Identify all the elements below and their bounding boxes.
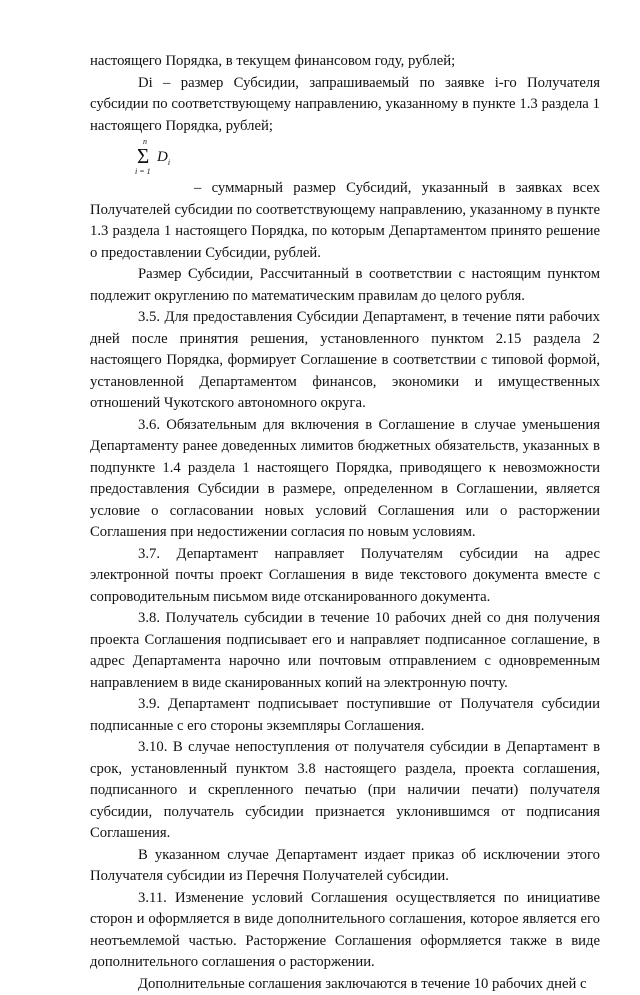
- sum-upper-limit: n: [143, 137, 147, 147]
- document-body: [90, 51, 600, 995]
- paragraph-3-11: 3.11. Изменение условий Соглашения осуществляется по инициативе сторон и оформляется в виде дополнительного соглашения, которое является его неотъемлемой частью. Расторжение Соглашения оформляется также в виде дополнительного соглашения о расторжении.: [90, 888, 600, 974]
- paragraph-exclusion: В указанном случае Департамент издает приказ об исключении этого Получателя субсидии из Перечня Получателей субсидии.: [90, 845, 600, 888]
- sum-variable-letter: D: [157, 149, 168, 165]
- paragraph-3-9: 3.9. Департамент подписывает поступившие от Получателя субсидии подписанные с его стороны экземпляры Соглашения.: [90, 694, 600, 737]
- paragraph-3-8: 3.8. Получатель субсидии в течение 10 рабочих дней со дня получения проекта Соглашения подписывает его и направляет подписанное соглашение, в адрес Департамента нарочно или почтовым отправлением с одновременным направлением в виде сканированных копий на электронную почту.: [90, 608, 600, 694]
- paragraph-3-10: 3.10. В случае непоступления от получателя субсидии в Департамент в срок, установленный пунктом 3.8 настоящего раздела, проекта соглашения, подписанного и скрепленного печатью (при наличии печати) получателя субсидии, получатель субсидии признается уклонившимся от подписания Соглашения.: [90, 737, 600, 845]
- paragraph-3-5: 3.5. Для предоставления Субсидии Департамент, в течение пяти рабочих дней после принятия решения, установленного пунктом 2.15 раздела 2 настоящего Порядка, формирует Соглашение в соответствии с типовой формой, установленной Департаментом финансов, экономики и имущественных отношений Чукотского автономного округа.: [90, 307, 600, 415]
- paragraph-di-definition: Di – размер Субсидии, запрашиваемый по заявке i-го Получателя субсидии по соответствующему направлению, указанному в пункте 1.3 раздела 1 настоящего Порядка, рублей;: [90, 73, 600, 138]
- paragraph-additional-agreements: Дополнительные соглашения заключаются в течение 10 рабочих дней с: [90, 974, 600, 995]
- paragraph-rounding: Размер Субсидии, Рассчитанный в соответствии с настоящим пунктом подлежит округлению по математическим правилам до целого рубля.: [90, 264, 600, 307]
- sum-formula: [132, 140, 600, 178]
- sum-symbol: Σ: [137, 145, 149, 167]
- paragraph-3-7: 3.7. Департамент направляет Получателям субсидии на адрес электронной почты проект Соглашения в виде текстового документа вместе с сопроводительным письмом виде отсканированного документа.: [90, 544, 600, 609]
- sum-variable-subscript: i: [168, 158, 170, 167]
- sum-lower-limit: i = 1: [135, 167, 151, 177]
- paragraph-sum-definition: – суммарный размер Субсидий, указанный в заявках всех Получателей субсидии по соответствующему направлению, указанному в пункте 1.3 раздела 1 настоящего Порядка, по которым Департаментом принято решение о предоставлении Субсидии, рублей.: [90, 178, 600, 264]
- paragraph-3-6: 3.6. Обязательным для включения в Соглашение в случае уменьшения Департаменту ранее доведенных лимитов бюджетных обязательств, указанных в подпункте 1.4 раздела 1 настоящего Порядка, приводящего к невозможности предоставления Субсидии в размере, определенном в Соглашении, является условие о согласовании новых условий Соглашения или о расторжении Соглашения при недостижении согласия по новым условиям.: [90, 415, 600, 544]
- sum-variable: [157, 149, 170, 171]
- paragraph-continuation: настоящего Порядка, в текущем финансовом году, рублей;: [90, 51, 600, 73]
